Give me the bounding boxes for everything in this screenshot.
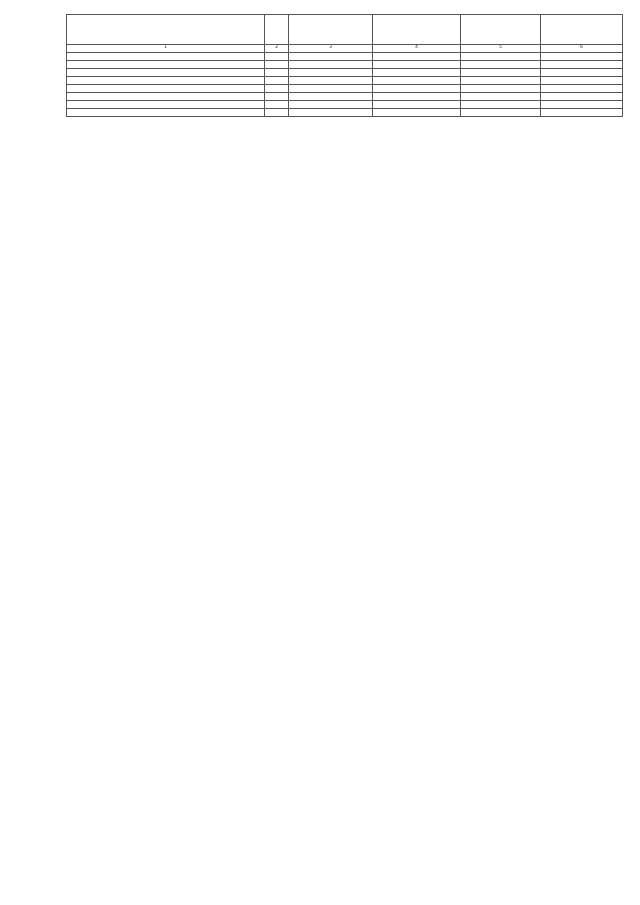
table-row bbox=[67, 92, 623, 100]
unexecuted-amount-cell bbox=[541, 76, 623, 84]
executed-amount-cell bbox=[461, 76, 541, 84]
indicator-name-cell bbox=[67, 52, 265, 60]
budget-code-cell bbox=[289, 52, 373, 60]
table-row bbox=[67, 68, 623, 76]
indicator-name-cell bbox=[67, 60, 265, 68]
header-line-code bbox=[265, 15, 289, 45]
unexecuted-amount-cell bbox=[541, 108, 623, 116]
indicator-name-cell bbox=[67, 76, 265, 84]
table-row bbox=[67, 100, 623, 108]
table-row bbox=[67, 108, 623, 116]
budget-code-cell bbox=[289, 84, 373, 92]
unexecuted-amount-cell bbox=[541, 100, 623, 108]
column-number: 2 bbox=[265, 44, 289, 52]
table-row bbox=[67, 84, 623, 92]
report-page bbox=[66, 14, 622, 117]
executed-amount-cell bbox=[461, 68, 541, 76]
unexecuted-amount-cell bbox=[541, 68, 623, 76]
header-unexecuted-appropriations bbox=[541, 15, 623, 45]
unexecuted-amount-cell bbox=[541, 92, 623, 100]
line-code-cell bbox=[265, 100, 289, 108]
line-code-cell bbox=[265, 68, 289, 76]
indicator-name-cell bbox=[67, 68, 265, 76]
executed-amount-cell bbox=[461, 108, 541, 116]
executed-amount-cell bbox=[461, 60, 541, 68]
line-code-cell bbox=[265, 52, 289, 60]
table-row bbox=[67, 52, 623, 60]
table-row bbox=[67, 76, 623, 84]
line-code-cell bbox=[265, 108, 289, 116]
approved-amount-cell bbox=[373, 68, 461, 76]
column-number: 4 bbox=[373, 44, 461, 52]
approved-amount-cell bbox=[373, 52, 461, 60]
line-code-cell bbox=[265, 76, 289, 84]
column-number: 6 bbox=[541, 44, 623, 52]
budget-code-cell bbox=[289, 68, 373, 76]
table-body bbox=[67, 52, 623, 116]
unexecuted-amount-cell bbox=[541, 52, 623, 60]
budget-code-cell bbox=[289, 92, 373, 100]
column-number: 3 bbox=[289, 44, 373, 52]
budget-code-cell bbox=[289, 76, 373, 84]
approved-amount-cell bbox=[373, 92, 461, 100]
header-budget-classification-code bbox=[289, 15, 373, 45]
column-number: 1 bbox=[67, 44, 265, 52]
column-number: 5 bbox=[461, 44, 541, 52]
unexecuted-amount-cell bbox=[541, 60, 623, 68]
table-row bbox=[67, 60, 623, 68]
executed-amount-cell bbox=[461, 92, 541, 100]
line-code-cell bbox=[265, 60, 289, 68]
approved-amount-cell bbox=[373, 60, 461, 68]
executed-amount-cell bbox=[461, 84, 541, 92]
approved-amount-cell bbox=[373, 76, 461, 84]
column-number-row bbox=[67, 44, 623, 52]
indicator-name-cell bbox=[67, 108, 265, 116]
unexecuted-amount-cell bbox=[541, 84, 623, 92]
budget-code-cell bbox=[289, 100, 373, 108]
line-code-cell bbox=[265, 84, 289, 92]
indicator-name-cell bbox=[67, 100, 265, 108]
indicator-name-cell bbox=[67, 92, 265, 100]
approved-amount-cell bbox=[373, 84, 461, 92]
header-approved-appropriations bbox=[373, 15, 461, 45]
header-executed bbox=[461, 15, 541, 45]
budget-code-cell bbox=[289, 108, 373, 116]
executed-amount-cell bbox=[461, 52, 541, 60]
approved-amount-cell bbox=[373, 100, 461, 108]
budget-execution-table bbox=[66, 14, 623, 117]
line-code-cell bbox=[265, 92, 289, 100]
indicator-name-cell bbox=[67, 84, 265, 92]
executed-amount-cell bbox=[461, 100, 541, 108]
header-indicator-name bbox=[67, 15, 265, 45]
table-header-row bbox=[67, 15, 623, 45]
budget-code-cell bbox=[289, 60, 373, 68]
approved-amount-cell bbox=[373, 108, 461, 116]
